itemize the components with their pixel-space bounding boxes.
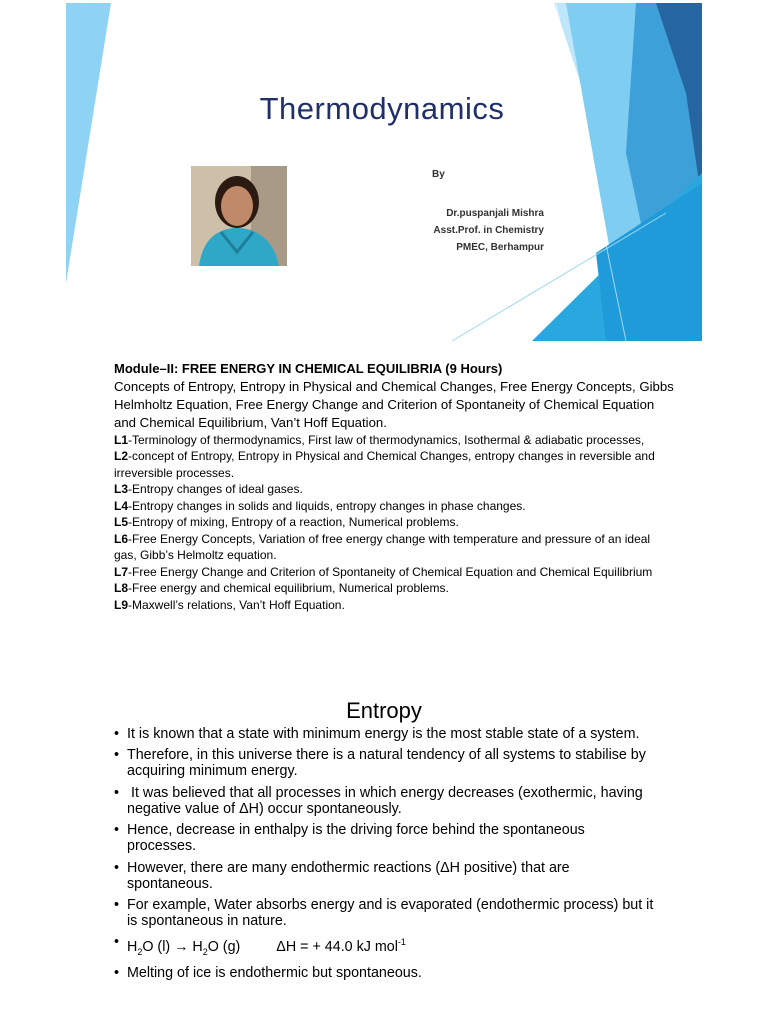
author-photo [191, 166, 287, 266]
bullet-text: Therefore, in this universe there is a natural tendency of all systems to stabilise by acquiring minimum energy. [127, 747, 646, 780]
lesson-text: -Entropy changes of ideal gases. [128, 482, 303, 497]
lesson-item [114, 481, 674, 498]
lesson-text: -Free Energy Change and Criterion of Spontaneity of Chemical Equation and Chemical Equilibrium [128, 564, 653, 579]
lesson-code: L3 [114, 482, 129, 497]
lesson-item [114, 514, 674, 531]
lesson-code: L1 [114, 432, 129, 447]
bullet-dot: • [114, 934, 120, 951]
lesson-text: -Entropy changes in solids and liquids, entropy changes in phase changes. [128, 498, 526, 513]
lesson-code: L4 [114, 498, 129, 513]
by-label: By [432, 169, 445, 180]
lesson-item [114, 531, 674, 564]
lesson-text: -Free energy and chemical equilibrium, Numerical problems. [128, 581, 449, 596]
eq-sub: 2 [202, 946, 208, 957]
equation-text [127, 939, 406, 955]
author-info [386, 205, 544, 256]
lesson-code: L6 [114, 531, 129, 546]
eq-sup: -1 [397, 937, 406, 948]
bullet-text: Hence, decrease in enthalpy is the driving force behind the spontaneous processes. [127, 822, 585, 855]
eq-rhs: O (g) [207, 939, 241, 956]
author-institute: PMEC, Berhampur [456, 242, 544, 253]
lesson-item [114, 498, 674, 515]
bullet-item [114, 897, 654, 929]
bullet-item [114, 860, 654, 892]
bullet-dot: • [114, 747, 120, 764]
bullet-item [114, 965, 654, 981]
bullet-dot: • [114, 965, 120, 982]
lesson-item [114, 564, 674, 581]
entropy-bullets [114, 726, 654, 987]
module-concepts: Concepts of Entropy, Entropy in Physical and Chemical Changes, Free Energy Concepts, Gibbs Helmholtz Equation, Free Energy Change and Criterion of Spontaneity of Chemical Equation and Chemical Equilibrium, Van’t Hoff Equation. [114, 378, 674, 430]
lesson-text: -Terminology of thermodynamics, First law of thermodynamics, Isothermal & adiabatic processes, [128, 432, 645, 447]
bullet-text: For example, Water absorbs energy and is evaporated (endothermic process) but it is spontaneous in nature. [127, 896, 654, 929]
title-slide [66, 3, 702, 341]
bullet-text: However, there are many endothermic reactions (ΔH positive) that are spontaneous. [127, 859, 570, 892]
lesson-code: L2 [114, 449, 129, 464]
bullet-dot: • [114, 896, 120, 913]
slide-title: Thermodynamics [259, 91, 505, 126]
eq-delta: ΔH = + 44.0 kJ mol [276, 939, 398, 956]
bullet-text: It is known that a state with minimum energy is the most stable state of a system. [127, 726, 640, 742]
entropy-title: Entropy [346, 698, 422, 723]
equation-bullet [114, 934, 654, 960]
module-heading: Module–II: FREE ENERGY IN CHEMICAL EQUILIBRIA (9 Hours) [114, 361, 503, 376]
bullet-dot: • [114, 859, 120, 876]
eq-lhs: O (l) → H [142, 939, 203, 956]
eq-sub: 2 [137, 946, 143, 957]
author-name: Dr.puspanjali Mishra [446, 208, 544, 219]
bullet-text: Melting of ice is endothermic but spontaneous. [127, 965, 422, 982]
lesson-item [114, 448, 674, 481]
lesson-item [114, 580, 674, 597]
lesson-text: -concept of Entropy, Entropy in Physical and Chemical Changes, entropy changes in reversible and irreversible processes. [114, 449, 655, 480]
bullet-item [114, 785, 654, 817]
bullet-dot: • [114, 726, 120, 742]
lesson-code: L9 [114, 597, 129, 612]
lesson-text: -Entropy of mixing, Entropy of a reaction, Numerical problems. [128, 515, 459, 530]
module-syllabus [114, 361, 674, 613]
bullet-dot: • [114, 784, 120, 801]
eq-h: H [127, 939, 138, 956]
bullet-item [114, 747, 654, 779]
lesson-item [114, 432, 674, 449]
left-accent-shape [66, 3, 111, 283]
lesson-code: L7 [114, 564, 129, 579]
lesson-item [114, 597, 674, 614]
bullet-item [114, 822, 654, 854]
lesson-code: L8 [114, 581, 129, 596]
author-role: Asst.Prof. in Chemistry [433, 225, 544, 236]
lesson-text: -Free Energy Concepts, Variation of free energy change with temperature and pressure of an ideal gas, Gibb’s Helmoltz equation. [114, 531, 651, 563]
bullet-item [114, 726, 654, 742]
bullet-dot: • [114, 822, 120, 839]
bullet-text: It was believed that all processes in which energy decreases (exothermic, having negative value of ΔH) occur spontaneously. [127, 784, 647, 817]
lesson-code: L5 [114, 515, 129, 530]
lesson-text: -Maxwell’s relations, Van’t Hoff Equation. [128, 597, 345, 612]
slide-decoration [66, 3, 702, 341]
